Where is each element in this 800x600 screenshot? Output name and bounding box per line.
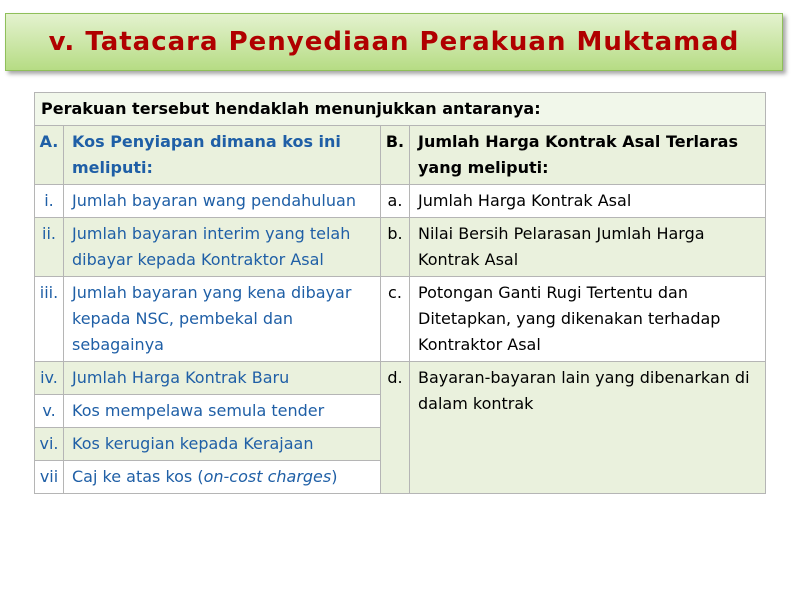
- left-item-number: i.: [35, 185, 64, 218]
- left-item-text: Jumlah bayaran yang kena dibayar kepada NSC, pembekal dan sebagainya: [64, 277, 381, 362]
- left-item-number: vi.: [35, 428, 64, 461]
- right-item-text: Jumlah Harga Kontrak Asal: [410, 185, 766, 218]
- left-item-text-after: ): [331, 467, 338, 486]
- header-row: [35, 126, 766, 185]
- right-item-letter: c.: [381, 277, 410, 362]
- left-item-text-italic: on-cost charges: [203, 467, 332, 486]
- left-item-text: Kos kerugian kepada Kerajaan: [64, 428, 381, 461]
- right-item-letter: a.: [381, 185, 410, 218]
- slide-title-box: [5, 13, 783, 71]
- left-item-number: vii: [35, 461, 64, 494]
- right-item-text: Bayaran-bayaran lain yang dibenarkan di dalam kontrak: [410, 362, 766, 494]
- right-item-text: Nilai Bersih Pelarasan Jumlah Harga Kontrak Asal: [410, 218, 766, 277]
- table-row: [35, 277, 766, 362]
- table-row: [35, 362, 766, 395]
- left-item-number: iv.: [35, 362, 64, 395]
- right-item-letter: b.: [381, 218, 410, 277]
- slide-title: v. Tatacara Penyediaan Perakuan Muktamad: [48, 27, 740, 57]
- left-item-number: ii.: [35, 218, 64, 277]
- intro-cell: Perakuan tersebut hendaklah menunjukkan antaranya:: [35, 93, 766, 126]
- left-item-text: Kos mempelawa semula tender: [64, 395, 381, 428]
- intro-row: [35, 93, 766, 126]
- left-item-number: iii.: [35, 277, 64, 362]
- left-item-text-before: Caj ke atas kos (: [72, 467, 204, 486]
- left-item-text: [64, 461, 381, 494]
- left-item-text: Jumlah Harga Kontrak Baru: [64, 362, 381, 395]
- header-text-a: Kos Penyiapan dimana kos ini meliputi:: [64, 126, 381, 185]
- right-item-text: Potongan Ganti Rugi Tertentu dan Ditetapkan, yang dikenakan terhadap Kontraktor Asal: [410, 277, 766, 362]
- table-row: [35, 218, 766, 277]
- header-letter-b: B.: [381, 126, 410, 185]
- left-item-text: Jumlah bayaran wang pendahuluan: [64, 185, 381, 218]
- right-item-letter: d.: [381, 362, 410, 494]
- table-row: [35, 185, 766, 218]
- header-letter-a: A.: [35, 126, 64, 185]
- perakuan-table: [34, 92, 766, 494]
- left-item-text: Jumlah bayaran interim yang telah dibayar kepada Kontraktor Asal: [64, 218, 381, 277]
- header-text-b: Jumlah Harga Kontrak Asal Terlaras yang meliputi:: [410, 126, 766, 185]
- left-item-number: v.: [35, 395, 64, 428]
